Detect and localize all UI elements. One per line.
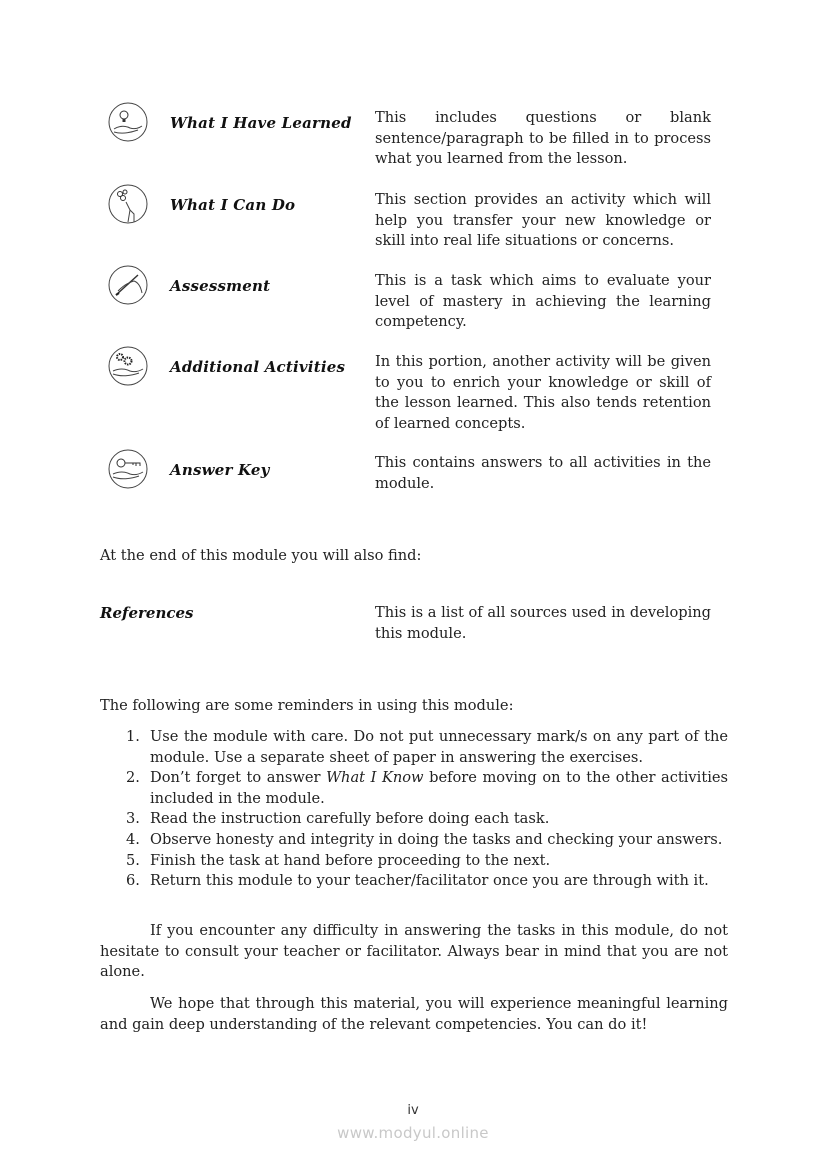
gears-on-hand-icon [108, 346, 148, 386]
list-item: 2. Don’t forget to answer What I Know before moving on to the other activities included in the module. [126, 769, 729, 807]
section-label: What I Can Do [170, 196, 296, 214]
reminders-list [100, 727, 728, 892]
list-item: 3. Read the instruction carefully before doing each task. [126, 810, 550, 828]
section-label: What I Have Learned [170, 114, 352, 132]
section-description: This section provides an activity which will help you transfer your new knowledge or skill into real life situations or concerns. [375, 191, 711, 250]
section-label: Assessment [170, 277, 271, 295]
section-label: Answer Key [170, 461, 270, 479]
section-description: This includes questions or blank sentence/paragraph to be filled in to process what you learned from the lesson. [375, 109, 711, 168]
reminders-intro: The following are some reminders in using this module: [100, 697, 514, 714]
section-description: In this portion, another activity will be given to you to enrich your knowledge or skill of the lesson learned. This also tends retention of learned concepts. [375, 353, 711, 432]
list-item: 1. Use the module with care. Do not put unnecessary mark/s on any part of the module. Use a separate sheet of paper in answering the exercises. [126, 728, 728, 766]
what-i-know-emphasis: What I Know [326, 769, 424, 787]
difficulty-paragraph: If you encounter any difficulty in answering the tasks in this module, do not hesitate to consult your teacher or facilitator. Always bear in mind that you are not alone. [100, 922, 728, 981]
section-label: Additional Activities [170, 358, 346, 376]
section-description: This is a task which aims to evaluate your level of mastery in achieving the learning competency. [375, 272, 711, 331]
list-item: 6. Return this module to your teacher/facilitator once you are through with it. [126, 872, 709, 890]
gears-hand-reaching-icon [108, 184, 148, 224]
lightbulb-hand-icon [108, 102, 148, 142]
list-item: 4. Observe honesty and integrity in doing the tasks and checking your answers. [126, 830, 723, 848]
references-label: References [100, 604, 194, 622]
end-of-module-intro: At the end of this module you will also find: [100, 547, 422, 564]
references-description: This is a list of all sources used in developing this module. [375, 604, 711, 642]
writing-hand-pen-icon [108, 265, 148, 305]
section-description: This contains answers to all activities in the module. [375, 454, 711, 492]
watermark: www.modyul.online [337, 1124, 489, 1142]
encouragement-paragraph: We hope that through this material, you will experience meaningful learning and gain deep understanding of the relevant competencies. You can do it! [100, 995, 728, 1033]
key-on-hand-icon [108, 449, 148, 489]
page-number: iv [407, 1103, 419, 1118]
list-item: 5. Finish the task at hand before proceeding to the next. [126, 851, 551, 869]
